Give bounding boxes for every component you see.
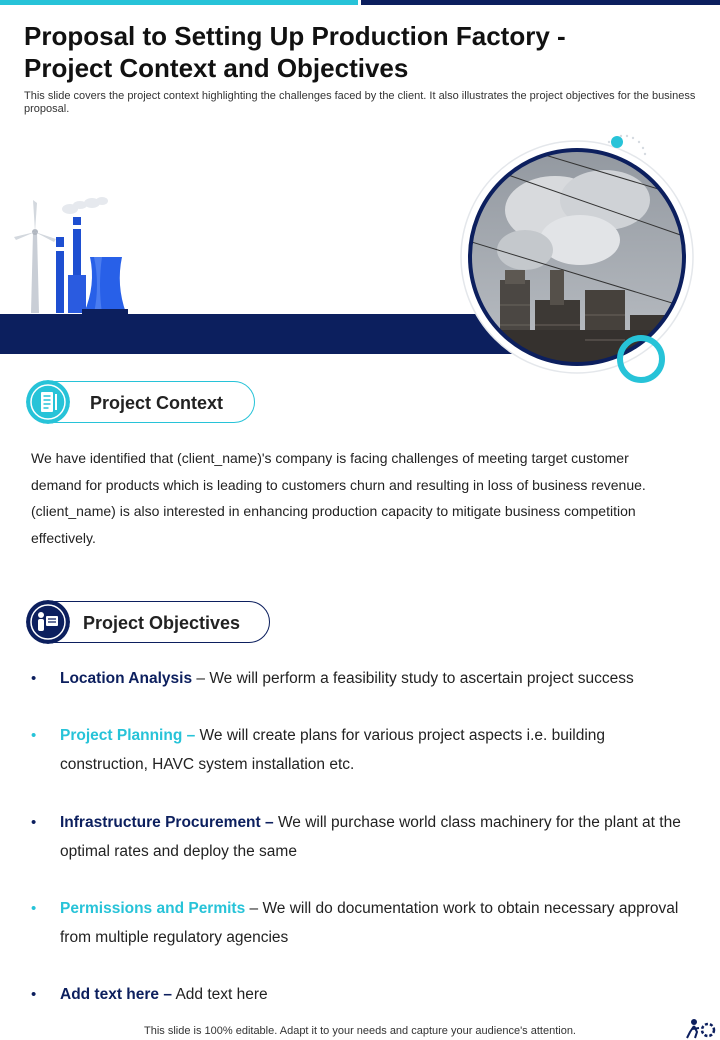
objective-text: We will do documentation work to obtain necessary approval from multiple regulatory agencies <box>60 900 679 946</box>
bullet: • <box>31 986 37 1003</box>
top-accent-cyan <box>0 0 358 5</box>
project-context-heading <box>27 381 255 423</box>
top-accent-navy <box>361 0 720 5</box>
objective-text: We will purchase world class machinery for the plant at the optimal rates and deploy the same <box>60 814 681 860</box>
objective-separator: – <box>245 900 263 917</box>
page-subtitle: This slide covers the project context highlighting the challenges faced by the client. It also illustrates the project objectives for the business proposal. <box>24 90 696 115</box>
project-objectives-heading <box>27 601 270 643</box>
objective-heading: Project Planning – <box>60 727 196 744</box>
cooling-tower-icon <box>82 257 128 315</box>
smoke-icon <box>62 197 108 214</box>
document-list-icon <box>26 380 70 424</box>
objective-item <box>31 980 681 1009</box>
bullet: • <box>31 670 37 687</box>
project-context-text: We have identified that (client_name)'s company is facing challenges of meeting target customer demand for products which is leading to customers churn and resulting in loss of business revenue. (client_name) is also interested in enhancing production capacity to mitigate business competition effectively. <box>31 450 646 546</box>
top-accent-bar <box>0 0 720 5</box>
factory-photo <box>455 130 700 390</box>
objective-item <box>31 664 681 693</box>
project-context-title: Project Context <box>90 393 224 413</box>
bullet: • <box>31 814 37 831</box>
chimney-icon <box>56 217 86 313</box>
page-title <box>24 20 684 84</box>
objective-item <box>31 808 681 866</box>
objective-heading: Add text here – <box>60 986 172 1003</box>
footer-note: This slide is 100% editable. Adapt it to your needs and capture your audience's attention. <box>144 1025 576 1037</box>
objective-heading: Permissions and Permits <box>60 900 246 917</box>
header-band <box>0 314 520 354</box>
objective-text: Add text here <box>175 986 268 1003</box>
accent-dot <box>611 136 623 148</box>
objective-heading: Infrastructure Procurement – <box>60 814 274 831</box>
bullet: • <box>31 900 37 917</box>
bullet: • <box>31 727 37 744</box>
title-line-1: Proposal to Setting Up Production Factory - <box>24 21 566 51</box>
factory-illustration <box>10 195 130 317</box>
objective-item <box>31 721 681 779</box>
objective-item <box>31 894 681 952</box>
presenter-icon <box>26 600 70 644</box>
objective-text: We will create plans for various project aspects i.e. building construction, HAVC system installation etc. <box>60 727 606 773</box>
objective-heading: Location Analysis <box>60 670 193 687</box>
brand-logo-icon <box>686 1018 716 1040</box>
project-objectives-title: Project Objectives <box>83 613 241 633</box>
objective-text: We will perform a feasibility study to ascertain project success <box>209 670 634 687</box>
title-line-2: Project Context and Objectives <box>24 53 409 83</box>
objective-separator: – <box>192 670 210 687</box>
wind-turbine-icon <box>14 200 56 313</box>
